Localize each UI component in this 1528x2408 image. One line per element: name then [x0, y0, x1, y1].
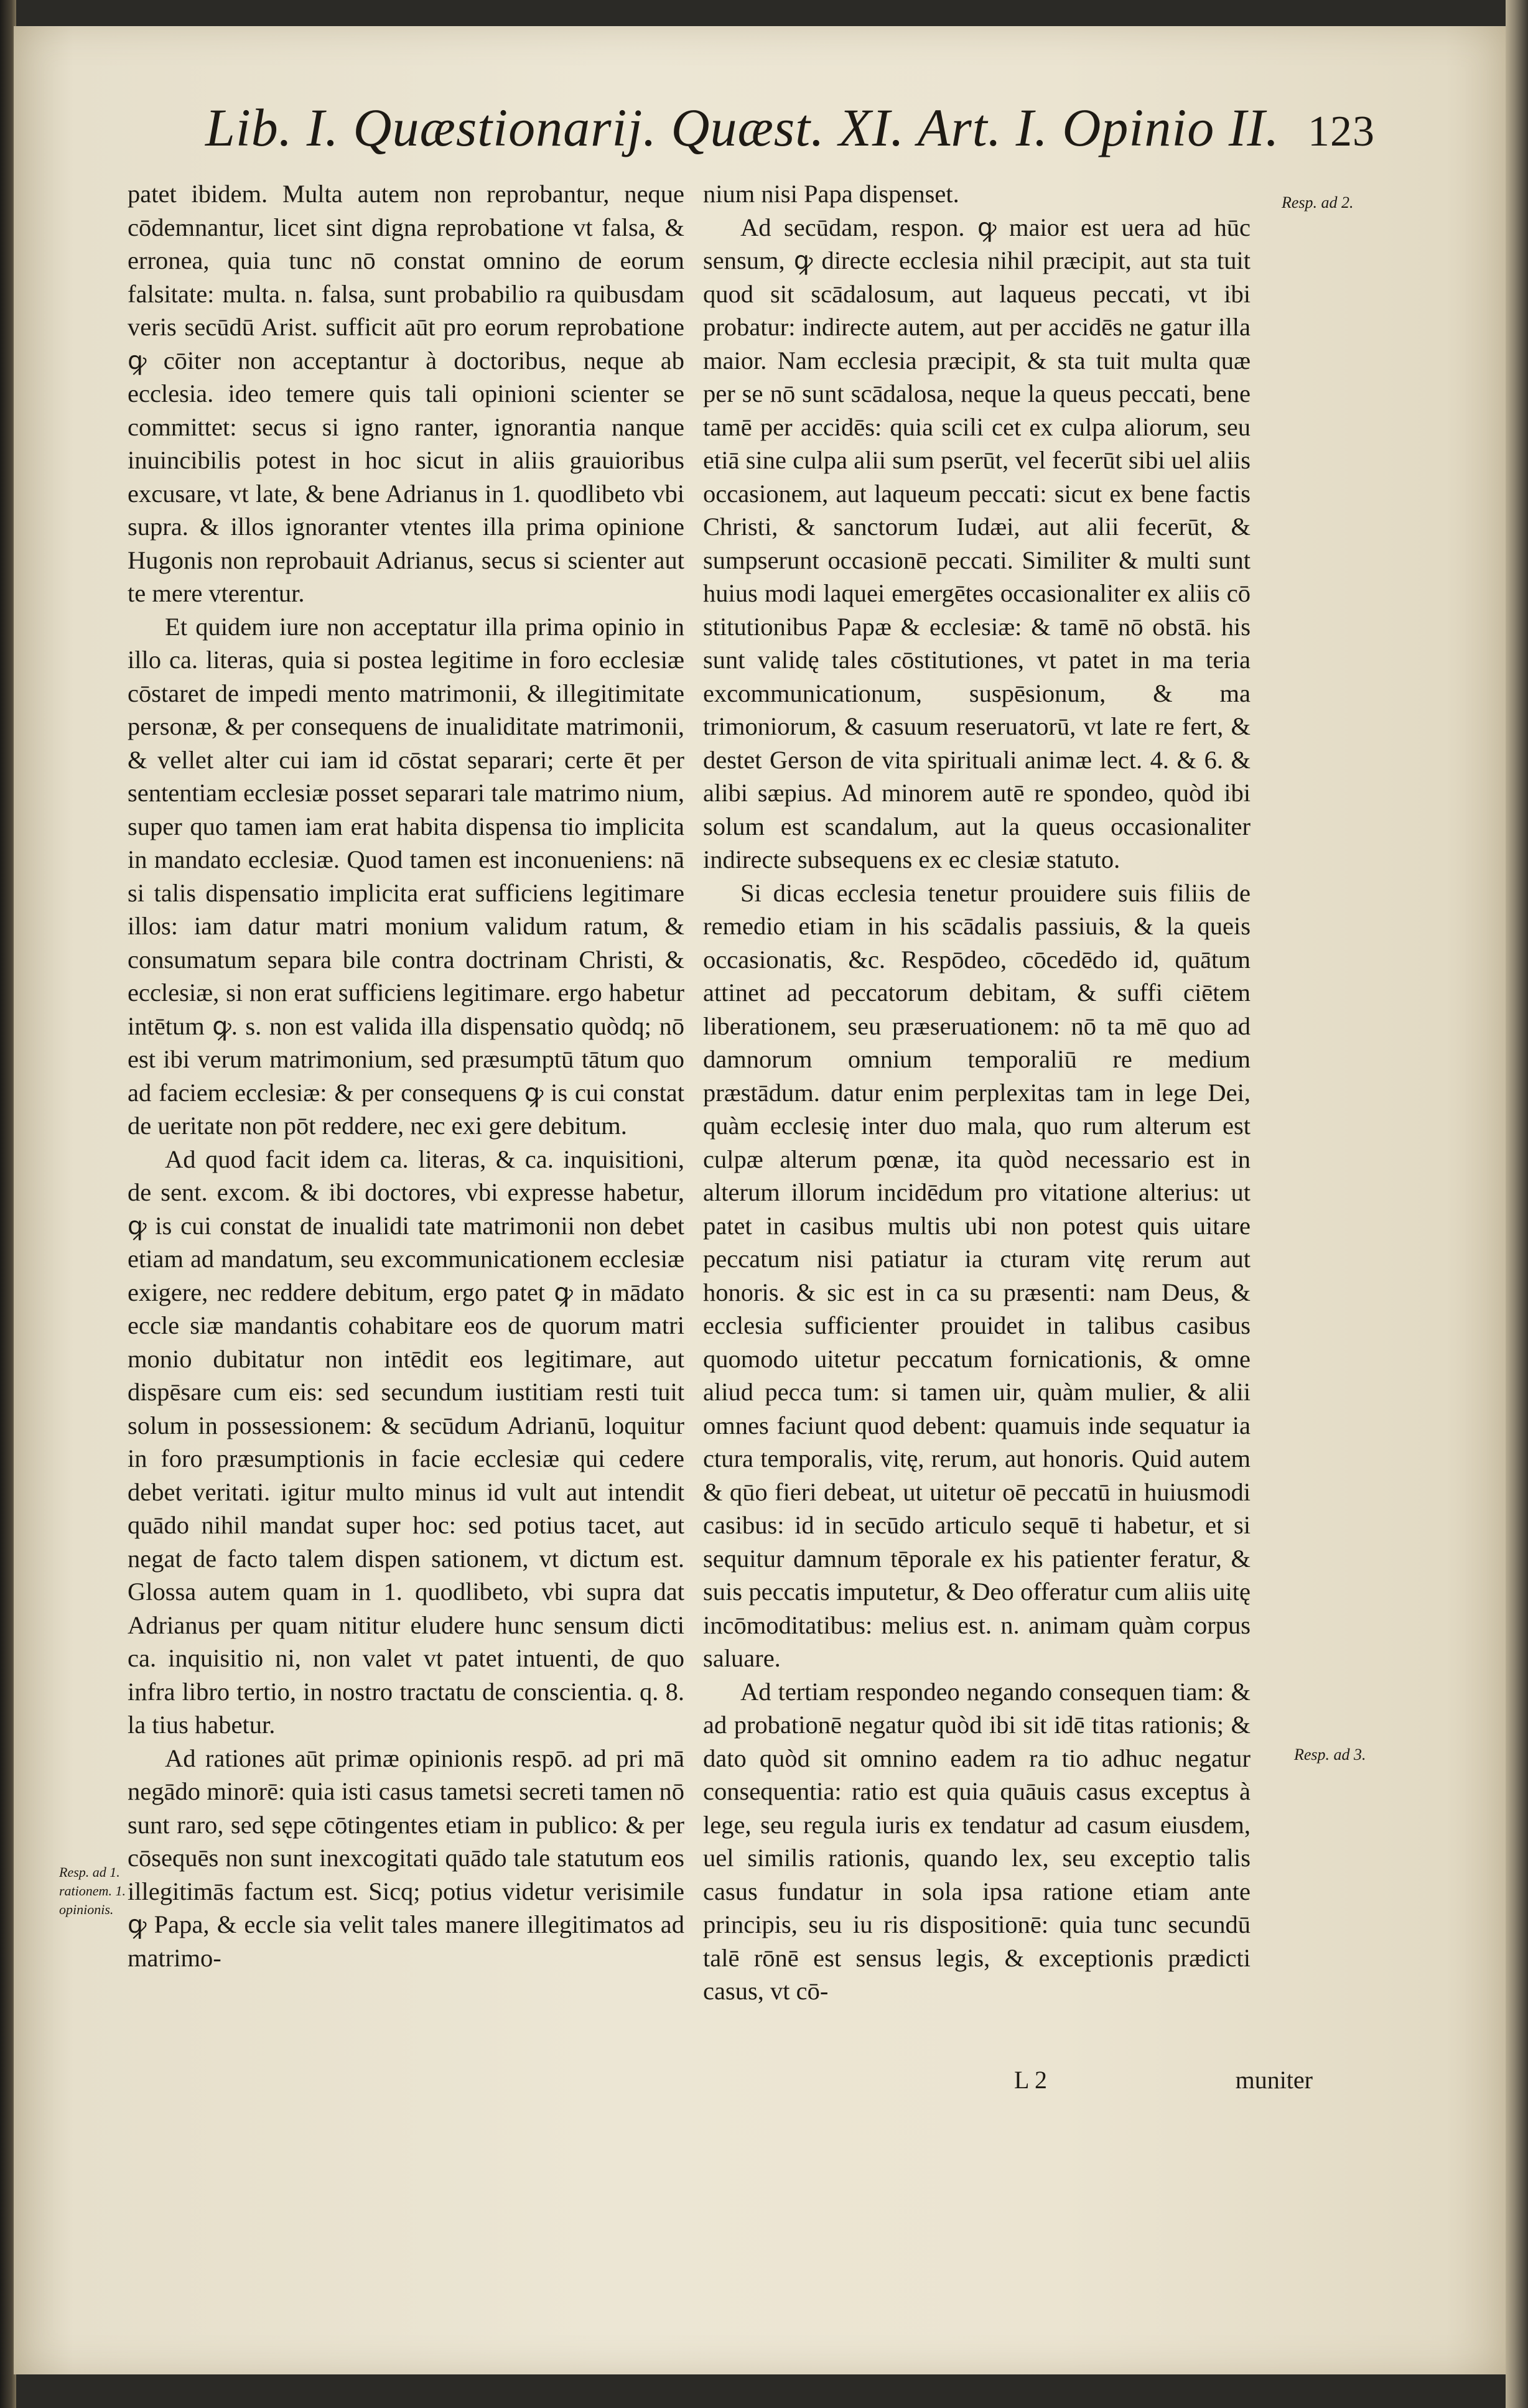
page-edge — [1506, 0, 1528, 2408]
paragraph: Ad tertiam respondeo negando consequen tiam: & ad probationē negatur quòd ibi sit idē titas rationis; & dato quòd sit omnino eadem ra tio adhuc negatur consequentia: ratio est quia quāuis casus exceptus à lege, seu regula iuris ex tendatur ad casum eiusdem, uel similis rationis, quando lex, seu exceptio talis casus fundatur in sola ipsa ratione etiam ante principis, seu iu ris dispositionē: quia tunc secundū talē rōnē est sensus legis, & exceptionis prædicti casus, vt cō- — [703, 1677, 1251, 2005]
margin-note-resp-1: Resp. ad 1. rationem. 1. opinionis. — [59, 1864, 126, 1917]
catchword: muniter — [1235, 2066, 1313, 2094]
page-footer — [1014, 2065, 1313, 2094]
margin-note-resp-2: Resp. ad 2. — [1282, 193, 1354, 212]
paragraph: nium nisi Papa dispenset. — [703, 180, 959, 208]
paragraph: Ad rationes aūt primæ opinionis respō. ad pri mā negādo minorē: quia isti casus tametsi secreti tamen nō sunt raro, sed sępe cōtingentes etiam in publico: & per cōsequēs non sunt inexcogitati quādo tale statutum eos illegitimās factum est. Sicq; potius videtur verisimile ꝙ Papa, & eccle sia velit tales manere illegitimatos ad matrimo- — [128, 1744, 684, 1972]
left-column — [128, 177, 684, 1974]
paragraph: patet ibidem. Multa autem non reprobantur, neque cōdemnantur, licet sint digna reprobatione vt falsa, & erronea, quia tunc nō constat omnino de eorum falsitate: multa. n. falsa, sunt probabilio ra quibusdam veris secūdū Arist. sufficit aūt pro eorum reprobatione ꝙ cōiter non acceptantur à doctoribus, neque ab ecclesia. ideo temere quis tali opinioni scienter se committet: secus si igno ranter, ignorantia nanque inuincibilis potest in hoc sicut in aliis grauioribus excusare, vt late, & bene Adrianus in 1. quodlibeto vbi supra. & illos ignoranter vtentes illa prima opinione Hugonis non reprobauit Adrianus, secus si scienter aut te mere vterentur. — [128, 180, 684, 607]
margin-note-resp-3: Resp. ad 3. — [1294, 1746, 1366, 1764]
paragraph: Si dicas ecclesia tenetur prouidere suis filiis de remedio etiam in his scādalis passiuis, & la queis occasionatis, &c. Respōdeo, cōcedēdo id, quātum attinet ad peccatorum debitam, & suffi ciētem liberationem, seu præseruationem: nō ta mē quo ad damnorum omnium temporaliū re medium præstādum. datur enim perplexitas tam in lege Dei, quàm ecclesię inter duo mala, quo rum alterum est culpæ alterum pœnæ, ita quòd necessario est in alterum illorum incidēdum pro vitatione alterius: ut patet in casibus multis ubi non potest quis uitare peccatum nisi patiatur ia cturam vitę rerum aut honoris. & sic est in ca su præsenti: nam Deus, & ecclesia sufficienter prouidet in talibus casibus quomodo uitetur peccatum fornicationis, & omne aliud pecca tum: si tamen uir, quàm mulier, & alii omnes faciunt quod debent: quamuis inde sequatur ia ctura temporalis, vitę, rerum, aut honoris. Quid autem & qūo fieri debeat, ut uitetur oē peccatū in huiusmodi casibus: id in secūdo articulo sequē ti habetur, et si sequitur damnum tēporale ex his patienter feratur, & suis peccatis imputetur, & Deo offeratur cum aliis uitę incōmoditatibus: melius est. n. animam quàm corpus saluare. — [703, 878, 1251, 1672]
right-column — [703, 177, 1251, 2008]
running-header — [205, 96, 1375, 159]
page-number: 123 — [1308, 108, 1375, 156]
signature-mark: L 2 — [1014, 2066, 1047, 2094]
paragraph: Ad quod facit idem ca. literas, & ca. inquisitioni, de sent. excom. & ibi doctores, vbi expresse habetur, ꝙ is cui constat de inualidi tate matrimonii non debet etiam ad mandatum, seu excommunicationem ecclesiæ exigere, nec reddere debitum, ergo patet ꝙ in mādato eccle siæ mandantis cohabitare eos de quorum matri monio dubitatur non intēdit eos legitimare, aut dispēsare cum eis: sed secundum iustitiam resti tuit solum in possessionem: & secūdum Adrianū, loquitur in foro præsumptionis in facie ecclesiæ qui cedere debet veritati. igitur multo minus id vult aut intendit quādo nihil mandat super hoc: sed potius tacet, aut negat de facto talem dispen sationem, vt dictum est. Glossa autem quam in 1. quodlibeto, vbi supra dat Adrianus per quam nititur eludere hunc sensum dicti ca. inquisitio ni, non valet vt patet intuenti, de quo infra libro tertio, in nostro tractatu de conscientia. q. 8. la tius habetur. — [128, 1145, 684, 1739]
paragraph: Ad secūdam, respon. ꝙ maior est uera ad hūc sensum, ꝙ directe ecclesia nihil præcipit, aut sta tuit quod sit scādalosum, aut laqueus peccati, vt ibi probatur: indirecte autem, aut per accidēs ne gatur illa maior. Nam ecclesia præcipit, & sta tuit multa quæ per se nō sunt scādalosa, neque la queus peccati, bene tamē per accidēs: quia scili cet ex culpa aliorum, seu etiā sine culpa alii sum pserūt, vel fecerūt sibi uel aliis occasionem, aut laqueum peccati: sicut ex bene factis Christi, & sanctorum Iudæi, aut alii fecerūt, & sumpserunt occasionē peccati. Similiter & multi sunt huius modi laquei emergētes occasionaliter ex aliis cō stitutionibus Papæ & ecclesiæ: & tamē nō obstā. his sunt validę tales cōstitutiones, vt patet in ma teria excommunicationum, suspēsionum, & ma trimoniorum, & casuum reseruatorū, vt late re fert, & destet Gerson de vita spirituali animæ lect. 4. & 6. & alibi sæpius. Ad minorem autē re spondeo, quòd ibi solum est scandalum, aut la queus occasionaliter indirecte subsequens ex ec clesiæ statuto. — [703, 213, 1251, 873]
paragraph: Et quidem iure non acceptatur illa prima opinio in illo ca. literas, quia si postea legitime in foro ecclesiæ cōstaret de impedi mento matrimonii, & illegitimitate personæ, & per consequens de inualiditate matrimonii, & vellet alter cui iam id cōstat separari; certe ēt per sententiam ecclesiæ posset separari tale matrimo nium, super quo tamen iam erat habita dispensa tio implicita in mandato ecclesiæ. Quod tamen est inconueniens: nā si talis dispensatio implicita erat sufficiens legitimare illos: iam datur matri monium validum ratum, & consumatum separa bile contra doctrinam Christi, & ecclesiæ, si non erat sufficiens legitimare. ergo habetur intētum ꝙ. s. non est valida illa dispensatio quòdq; nō est ibi verum matrimonium, sed præsumptū tātum quo ad faciem ecclesiæ: & per consequens ꝙ is cui constat de ueritate non pōt reddere, nec exi gere debitum. — [128, 612, 684, 1140]
running-title: Lib. I. Quæstionarij. Quæst. XI. Art. I. Opinio II. — [205, 98, 1280, 157]
